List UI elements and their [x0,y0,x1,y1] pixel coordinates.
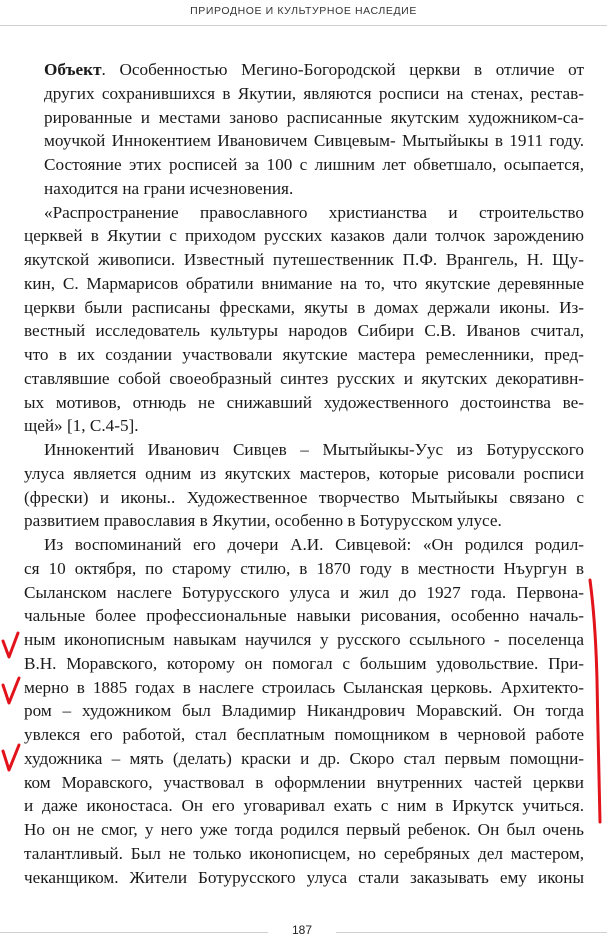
text-line: вестный исследователь культуры народов Сибири С.В. Иванов считал, [24,321,584,341]
text-line: церкви были расписаны фресками, якуты в домах держали иконы. Из- [24,297,584,317]
text-line: В.Н. Моравского, которому он помогал с большим удовольствие. При- [24,653,584,673]
text-line: моучкой Иннокентием Ивановичем Сивцевым- Мытыйыкы в 1911 году. [44,131,584,151]
paragraph-4 [24,533,584,889]
lead-word: Объект [44,60,102,79]
paragraph-3 [24,438,584,533]
text-line: якутской живописи. Известный путешественник П.Ф. Врангель, Н. Щу- [24,250,584,269]
text-line [44,58,584,82]
text-line: ставлявшие собой своеобразный синтез русских и якутских декоративн- [24,368,584,388]
text-line: щей» [1, С.4-5]. [24,416,139,436]
text-line: (фрески) и иконы.. Художественное творчество Мытыйыкы связано с [24,487,584,507]
text-line: Сыланском наслеге Ботурусского улуса и жил до 1927 года. Первона- [24,582,584,602]
text-line: других сохранившихся в Якутии, являются росписи на стенах, рестав- [44,83,584,103]
text-line-content: . Особенностью Мегино-Богородской церкви в отличие от [101,60,584,79]
paragraph-1 [44,58,584,201]
text-line: мерно в 1885 годах в наслеге строилась Сыланская церковь. Архитекто- [24,677,584,697]
text-line: чальные более профессиональные навыки рисования, особенно началь- [24,606,584,626]
footer-divider-left [0,932,268,933]
running-header [0,0,607,26]
checkmark-icon [3,678,19,703]
page-number: 187 [291,923,313,937]
text-line: ком Моравского, участвовал в оформлении внутренних частей церкви [24,772,584,792]
checkmark-icon [3,745,19,770]
text-line: Но он не смог, у него уже тогда родился первый ребенок. Он был очень [24,820,584,839]
text-line: увлекся его работой, стал бесплатным помощником в черновой работе [24,725,584,744]
text-line: что в их создании участвовали якутские мастера ремесленники, пред- [24,345,584,364]
text-line: художника – мять (делать) краски и др. Скоро стал первым помощни- [24,748,584,768]
text-line: развитием православия в Якутии, особенно в Ботурусском улусе. [24,511,502,531]
footer-divider-right [336,932,607,933]
margin-line-mark [590,580,600,822]
text-line: Иннокентий Иванович Сивцев – Мытыйыкы-Уус из Ботурусского [44,440,584,459]
text-line: ых мотивов, отнюдь не снижавший художественного достоинства ве- [24,392,584,412]
text-line: талантливый. Был не только иконописцем, но серебряных дел мастером, [24,843,584,863]
text-line: находится на грани исчезновения. [44,178,294,198]
text-line: ным иконописным навыкам научился у русского ссыльного - поселенца [24,630,584,649]
text-line: кин, С. Мармарисов обратили внимание на то, что якутские деревянные [24,273,584,293]
text-line: улуса является одним из якутских мастеров, которые рисовали росписи [24,463,584,483]
header-divider [0,25,607,26]
checkmark-icon [3,633,18,657]
text-line: «Распространение православного христианства и строительство [44,202,584,222]
text-line: церквей в Якутии с приходом русских казаков дали толчок зарождению [24,226,584,246]
text-line: ся 10 октября, по старому стилю, в 1870 году в местности Нъургун в [24,558,584,578]
running-header-title: ПРИРОДНОЕ И КУЛЬТУРНОЕ НАСЛЕДИЕ [190,5,417,17]
text-line: чеканщиком. Жители Ботурусского улуса стали заказывать ему иконы [24,867,584,887]
text-line: Из воспоминаний его дочери А.И. Сивцевой: «Он родился родил- [44,535,584,554]
body-text [24,58,584,889]
text-line: и даже иконостаса. Он его уговаривал ехать с ним в Иркутск учиться. [24,796,584,816]
text-line: ром – художником был Владимир Никандрович Моравский. Он тогда [24,701,584,721]
text-line: Состояние этих росписей за 100 с лишним лет обветшало, осыпается, [44,155,584,174]
paragraph-2 [24,201,584,439]
text-line: рированные и местами заново расписанные якутским художником-са- [44,107,584,127]
